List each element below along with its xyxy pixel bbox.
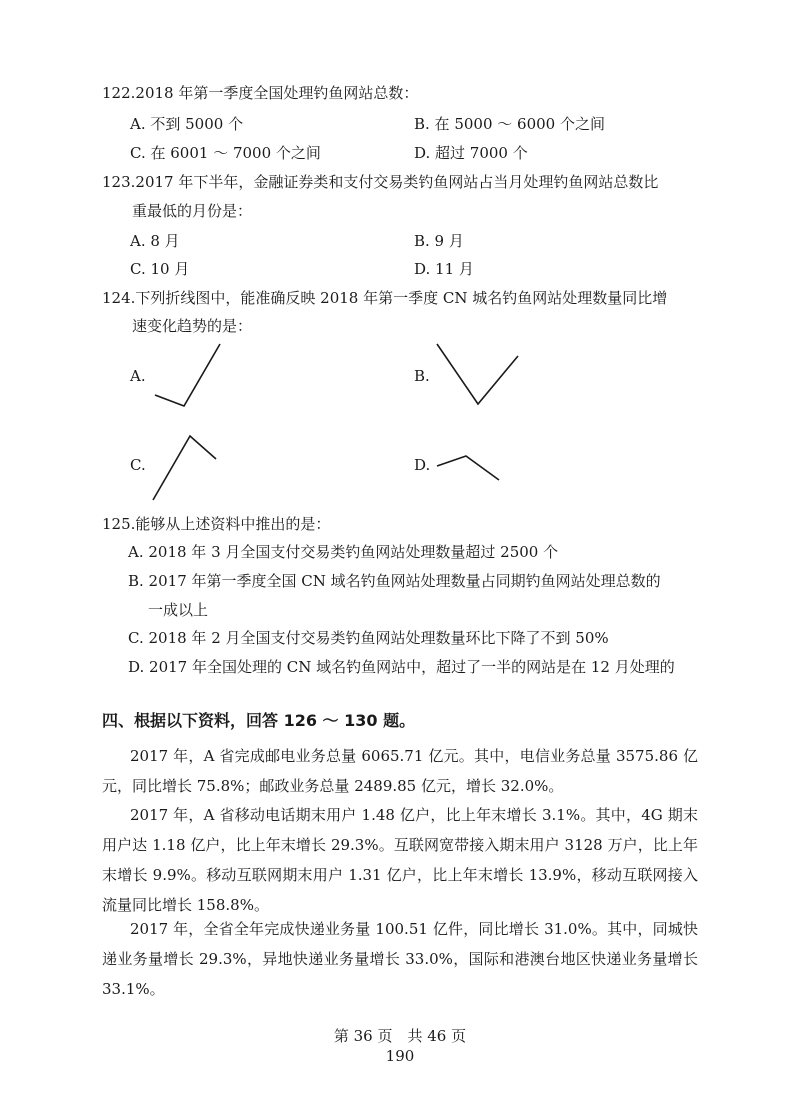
q122-option-d: D. 超过 7000 个 bbox=[414, 144, 528, 162]
q125-option-b: B. 2017 年第一季度全国 CN 域名钓鱼网站处理数量占同期钓鱼网站处理总数的 bbox=[128, 572, 661, 590]
q124-option-d-polyline bbox=[437, 456, 499, 480]
q122-option-b: B. 在 5000 ～ 6000 个之间 bbox=[414, 115, 605, 133]
q125-option-d: D. 2017 年全国处理的 CN 域名钓鱼网站中，超过了一半的网站是在 12 月处理的 bbox=[128, 658, 675, 676]
q124-stem-line2: 速变化趋势的是： bbox=[132, 317, 253, 335]
q124-stem-line1: 124.下列折线图中，能准确反映 2018 年第一季度 CN 城名钓鱼网站处理数量同比增 bbox=[102, 289, 668, 307]
q123-stem-line1: 123.2017 年下半年，金融证券类和支付交易类钓鱼网站占当月处理钓鱼网站总数比 bbox=[102, 173, 659, 191]
q124-option-a-polyline bbox=[155, 344, 220, 406]
q123-option-c: C. 10 月 bbox=[130, 260, 190, 278]
q124-option-b-polyline bbox=[437, 344, 518, 404]
q124-option-d-label: D. bbox=[414, 456, 431, 474]
page-info: 第 36 页 共 46 页 bbox=[333, 1027, 467, 1045]
q123-stem-line2: 重最低的月份是： bbox=[132, 202, 253, 220]
q125-option-b-continued: 一成以上 bbox=[148, 601, 209, 619]
section-4-paragraph-3: 2017 年，全省全年完成快递业务量 100.51 亿件，同比增长 31.0%。其中，同城快递业务量增长 29.3%，异地快递业务量增长 33.0%，国际和港澳台地区快递业务量增长 33.1%。 bbox=[102, 920, 698, 998]
q125-option-a: A. 2018 年 3 月全国支付交易类钓鱼网站处理数量超过 2500 个 bbox=[128, 543, 559, 561]
section-4-paragraph-1: 2017 年，A 省完成邮电业务总量 6065.71 亿元。其中，电信业务总量 3575.86 亿元，同比增长 75.8%；邮政业务总量 2489.85 亿元，增长 32.0%。 bbox=[102, 747, 698, 795]
q123-option-b: B. 9 月 bbox=[414, 232, 464, 250]
q124-option-a-line-graph bbox=[150, 338, 230, 413]
q124-option-c-line-graph bbox=[150, 428, 225, 508]
q124-option-c-label: C. bbox=[130, 456, 146, 474]
q125-option-c: C. 2018 年 2 月全国支付交易类钓鱼网站处理数量环比下降了不到 50% bbox=[128, 629, 609, 647]
q124-option-a-label: A. bbox=[130, 367, 146, 385]
page-number: 190 bbox=[385, 1047, 415, 1065]
q123-option-d: D. 11 月 bbox=[414, 260, 474, 278]
q123-option-a: A. 8 月 bbox=[130, 232, 180, 250]
q122-stem: 122.2018 年第一季度全国处理钓鱼网站总数： bbox=[102, 84, 419, 102]
q125-stem: 125.能够从上述资料中推出的是： bbox=[102, 515, 331, 533]
q124-option-d-line-graph bbox=[434, 446, 504, 491]
q122-option-c: C. 在 6001 ～ 7000 个之间 bbox=[130, 144, 321, 162]
q124-option-c-polyline bbox=[153, 436, 216, 500]
q124-option-b-label: B. bbox=[414, 367, 430, 385]
section-4-paragraph-2: 2017 年，A 省移动电话期末用户 1.48 亿户，比上年末增长 3.1%。其中，4G 期末用户达 1.18 亿户，比上年末增长 29.3%。互联网宽带接入期末用户 3128 万户，比上年末增长 9.9%。移动互联网期末用户 1.31 亿户，比上年末增长 13.9%，移动互联网接入流量同比增长 158.8%。 bbox=[102, 806, 698, 914]
section-4-heading: 四、根据以下资料，回答 126 ～ 130 题。 bbox=[102, 711, 416, 730]
q122-option-a: A. 不到 5000 个 bbox=[130, 115, 244, 133]
q124-option-b-line-graph bbox=[434, 338, 524, 413]
